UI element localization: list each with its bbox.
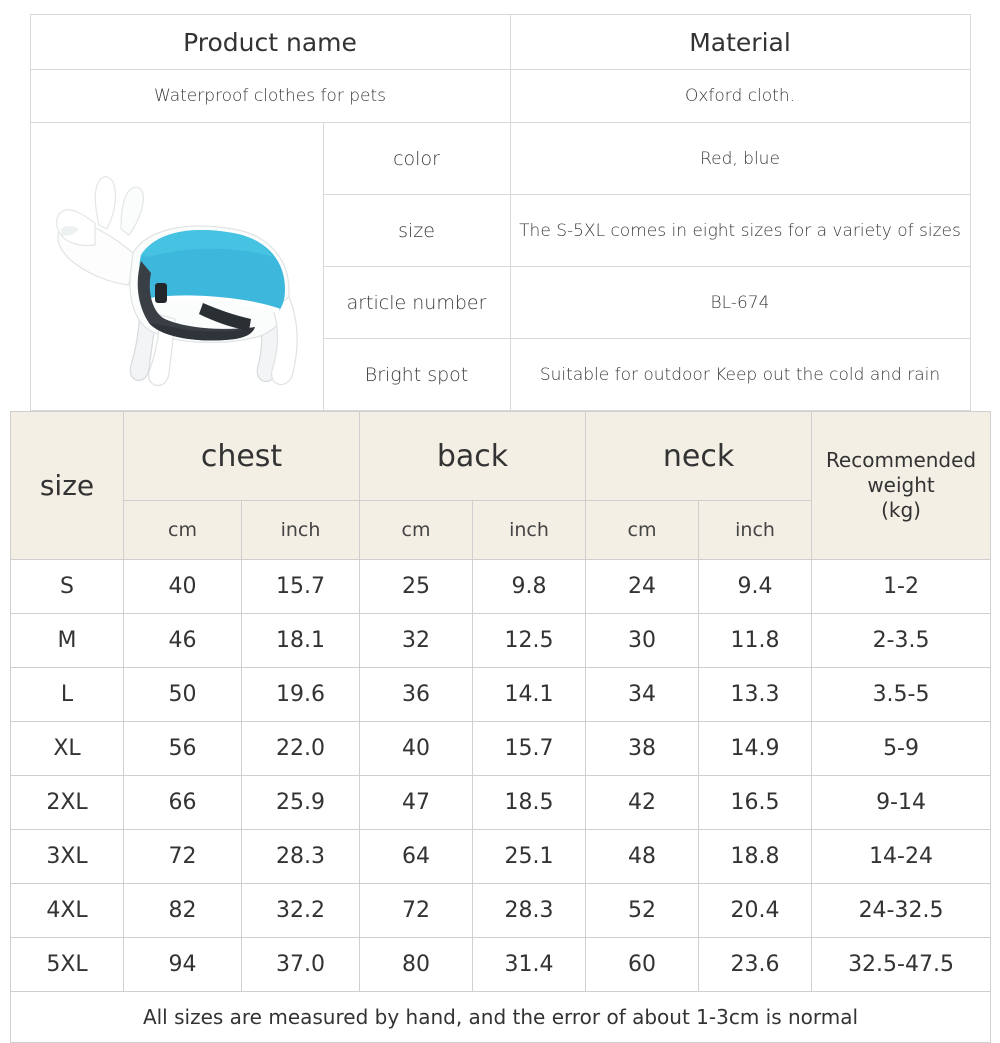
header-recommended-weight [812,412,991,560]
header-neck-cm: cm [586,501,699,560]
row-weight: 14-24 [812,830,991,884]
spec-value-size: The S-5XL comes in eight sizes for a variety of sizes [510,195,970,267]
table-row [11,722,991,776]
row-back-cm: 32 [360,614,473,668]
row-neck-cm: 48 [586,830,699,884]
row-chest-cm: 72 [124,830,242,884]
row-chest-inch: 25.9 [242,776,360,830]
header-chest-inch: inch [242,501,360,560]
header-recommended-weight-label: Recommended weight [825,448,977,497]
row-chest-inch: 28.3 [242,830,360,884]
spec-label-article-number: article number [323,267,510,339]
row-weight: 1-2 [812,560,991,614]
row-back-cm: 40 [360,722,473,776]
row-chest-inch: 18.1 [242,614,360,668]
table-row [11,668,991,722]
spec-value-article-number: BL-674 [510,267,970,339]
product-image-cell [30,123,323,411]
row-back-inch: 28.3 [473,884,586,938]
row-neck-inch: 13.3 [699,668,812,722]
material-header: Material [510,15,970,70]
row-back-inch: 12.5 [473,614,586,668]
row-neck-cm: 24 [586,560,699,614]
spec-header-row [30,15,970,70]
row-size: 5XL [11,938,124,992]
row-neck-cm: 30 [586,614,699,668]
row-size: 3XL [11,830,124,884]
size-chart-footnote-row [11,992,991,1043]
row-size: M [11,614,124,668]
table-row [11,938,991,992]
row-neck-inch: 20.4 [699,884,812,938]
product-spec-page [0,14,1000,1029]
row-neck-inch: 11.8 [699,614,812,668]
row-chest-cm: 94 [124,938,242,992]
row-neck-inch: 23.6 [699,938,812,992]
spec-label-bright-spot: Bright spot [323,339,510,411]
row-back-inch: 31.4 [473,938,586,992]
row-chest-cm: 82 [124,884,242,938]
row-size: S [11,560,124,614]
row-neck-inch: 18.8 [699,830,812,884]
row-back-cm: 36 [360,668,473,722]
row-back-cm: 47 [360,776,473,830]
row-chest-inch: 32.2 [242,884,360,938]
size-chart-footnote: All sizes are measured by hand, and the error of about 1-3cm is normal [11,992,991,1043]
product-spec-table [30,14,971,411]
header-chest: chest [124,412,360,501]
row-size: XL [11,722,124,776]
material-value: Oxford cloth. [510,70,970,123]
header-back: back [360,412,586,501]
row-neck-cm: 34 [586,668,699,722]
row-back-inch: 15.7 [473,722,586,776]
header-recommended-weight-unit: (kg) [881,498,921,522]
row-neck-cm: 38 [586,722,699,776]
row-weight: 5-9 [812,722,991,776]
size-chart [10,411,990,1043]
row-back-cm: 80 [360,938,473,992]
row-size: L [11,668,124,722]
table-row [11,776,991,830]
row-back-inch: 18.5 [473,776,586,830]
row-chest-inch: 15.7 [242,560,360,614]
row-neck-inch: 16.5 [699,776,812,830]
row-chest-inch: 22.0 [242,722,360,776]
row-back-cm: 25 [360,560,473,614]
header-back-cm: cm [360,501,473,560]
row-chest-cm: 50 [124,668,242,722]
row-back-inch: 14.1 [473,668,586,722]
row-chest-cm: 40 [124,560,242,614]
spec-value-row [30,70,970,123]
row-weight: 2-3.5 [812,614,991,668]
row-neck-cm: 52 [586,884,699,938]
spec-label-color: color [323,123,510,195]
product-name-value: Waterproof clothes for pets [30,70,510,123]
row-neck-inch: 9.4 [699,560,812,614]
row-neck-inch: 14.9 [699,722,812,776]
spec-value-bright-spot: Suitable for outdoor Keep out the cold and rain [510,339,970,411]
row-chest-inch: 19.6 [242,668,360,722]
row-weight: 3.5-5 [812,668,991,722]
table-row [11,830,991,884]
row-weight: 32.5-47.5 [812,938,991,992]
row-chest-cm: 66 [124,776,242,830]
row-chest-cm: 56 [124,722,242,776]
header-neck: neck [586,412,812,501]
table-row [11,560,991,614]
row-chest-cm: 46 [124,614,242,668]
row-back-cm: 72 [360,884,473,938]
spec-label-size: size [323,195,510,267]
row-back-inch: 9.8 [473,560,586,614]
row-back-cm: 64 [360,830,473,884]
row-weight: 24-32.5 [812,884,991,938]
dog-illustration [31,129,323,404]
row-neck-cm: 42 [586,776,699,830]
table-row [11,614,991,668]
table-row [11,884,991,938]
header-neck-inch: inch [699,501,812,560]
header-size: size [11,412,124,560]
dog-wearing-coat-icon [37,133,317,401]
header-back-inch: inch [473,501,586,560]
spec-value-color: Red, blue [510,123,970,195]
row-weight: 9-14 [812,776,991,830]
size-chart-table [10,411,991,1043]
row-back-inch: 25.1 [473,830,586,884]
size-chart-header-row [11,412,991,501]
row-chest-inch: 37.0 [242,938,360,992]
header-chest-cm: cm [124,501,242,560]
product-name-header: Product name [30,15,510,70]
row-size: 2XL [11,776,124,830]
row-neck-cm: 60 [586,938,699,992]
row-size: 4XL [11,884,124,938]
spec-row-color [30,123,970,195]
